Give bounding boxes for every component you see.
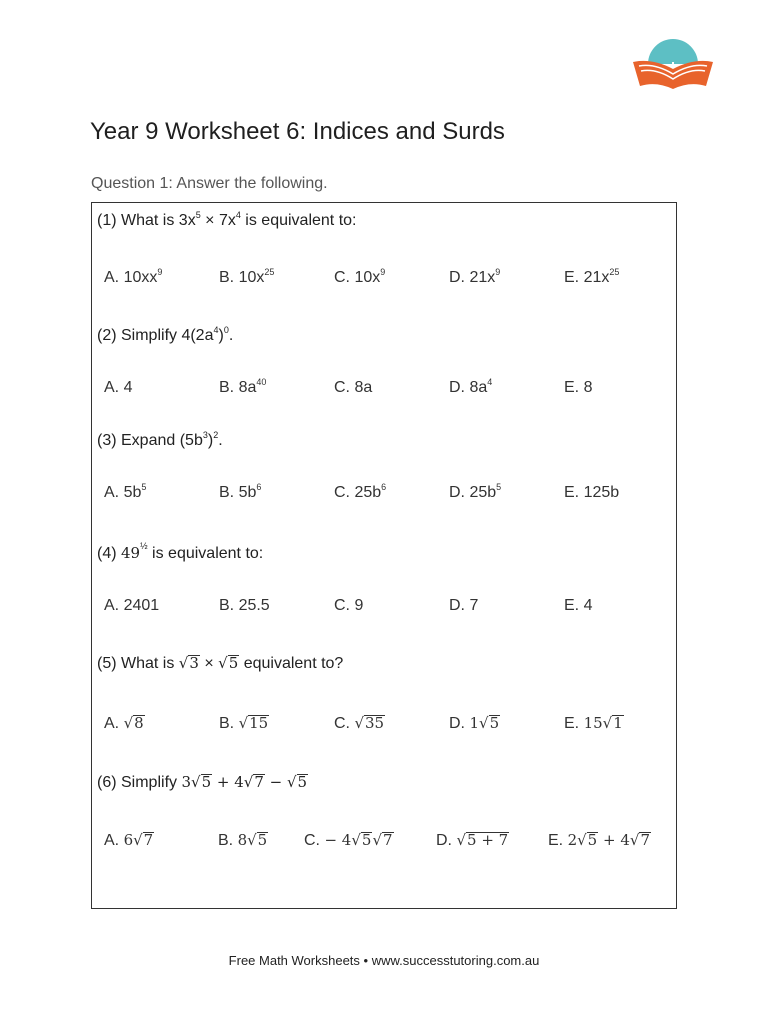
q3-option-c[interactable]: C. $25b^6$	[334, 482, 387, 501]
q6-option-e[interactable]: E. 2√5 + 4√7	[548, 831, 650, 849]
q5-option-c[interactable]: C. √35	[334, 714, 385, 732]
q5-option-b[interactable]: B. √15	[219, 714, 269, 732]
q2-option-c[interactable]: C. 8a	[334, 379, 373, 396]
q1-option-e[interactable]: E. $21x^{25}$	[564, 267, 620, 286]
question-2: (2) Simplify $4(2a^4)^0$.	[97, 325, 234, 344]
q6-option-c[interactable]: C. − 4√5√7	[304, 831, 393, 849]
q4-option-a[interactable]: A. 2401	[104, 597, 160, 614]
page-title: Year 9 Worksheet 6: Indices and Surds	[90, 118, 505, 145]
q2-option-d[interactable]: D. $8a^4$	[449, 377, 493, 396]
q4-option-d[interactable]: D. 7	[449, 597, 479, 614]
q5-option-a[interactable]: A. √8	[104, 714, 144, 732]
question-heading: Question 1: Answer the following.	[91, 175, 328, 192]
page-footer: Free Math Worksheets • www.successtutoring.com.au	[228, 953, 540, 968]
question-6: (6) Simplify 3√5 + 4√7 − √5	[97, 773, 308, 791]
question-1: (1) What is $3x^5 \times 7x^4$ is equivalent to:	[97, 210, 357, 229]
q3-option-a[interactable]: A. $5b^5$	[104, 482, 147, 501]
q6-option-b[interactable]: B. 8√5	[218, 831, 268, 849]
q2-option-a[interactable]: A. 4	[104, 379, 133, 396]
q2-option-e[interactable]: E. 8	[564, 379, 593, 396]
q1-option-b[interactable]: B. $10x^{25}$	[219, 267, 275, 286]
q4-option-c[interactable]: C. 9	[334, 597, 364, 614]
q6-option-d[interactable]: D. √5 + 7	[436, 831, 509, 849]
q3-option-d[interactable]: D. $25b^5$	[449, 482, 502, 501]
q3-option-b[interactable]: B. $5b^6$	[219, 482, 262, 501]
q5-option-d[interactable]: D. 1√5	[449, 714, 500, 732]
question-5: (5) What is √3 × √5 equivalent to?	[97, 654, 344, 672]
question-4: (4) $49^{\frac{1}{2}}$ is equivalent to:	[97, 541, 264, 562]
q4-option-b[interactable]: B. 25.5	[219, 597, 270, 614]
question-box	[91, 202, 677, 909]
q5-option-e[interactable]: E. 15√1	[564, 714, 623, 732]
q3-option-e[interactable]: E. 125b	[564, 484, 620, 501]
q1-option-c[interactable]: C. $10x^9$	[334, 267, 386, 286]
question-3: (3) Expand $(5b^3)^2$.	[97, 430, 223, 449]
success-tutoring-logo	[630, 36, 716, 92]
q1-option-d[interactable]: D. $21x^9$	[449, 267, 501, 286]
q6-option-a[interactable]: A. 6√7	[104, 831, 154, 849]
q1-option-a[interactable]: A. $10xx^9$	[104, 267, 163, 286]
q2-option-b[interactable]: B. $8a^{40}$	[219, 377, 267, 396]
q4-option-e[interactable]: E. 4	[564, 597, 593, 614]
